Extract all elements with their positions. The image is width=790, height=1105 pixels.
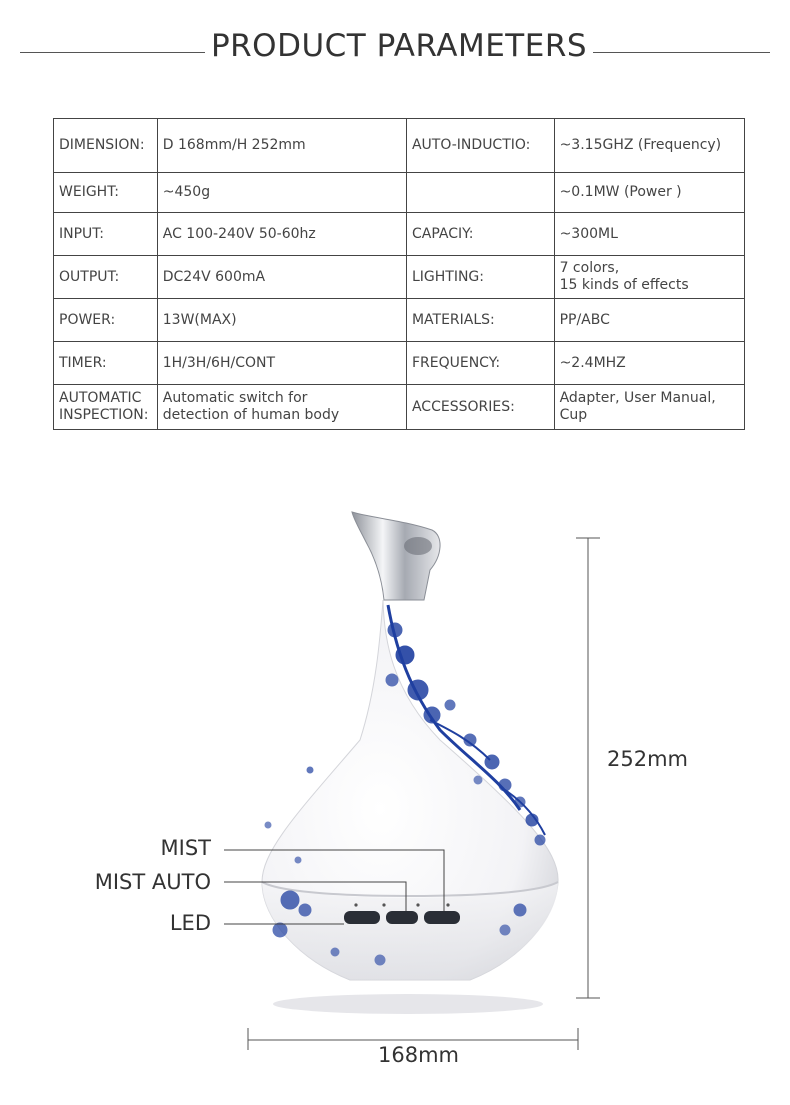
param-label: OUTPUT: [54, 256, 158, 299]
param-label: AUTO-INDUCTIO: [406, 119, 554, 173]
led-label: LED [169, 911, 211, 935]
param-label: FREQUENCY: [406, 342, 554, 385]
param-label: AUTOMATIC INSPECTION: [54, 385, 158, 430]
diffuser-illustration [0, 490, 790, 1105]
param-label [406, 173, 554, 213]
mist-auto-button [386, 911, 418, 924]
param-value: Automatic switch for detection of human body [157, 385, 406, 430]
param-label: TIMER: [54, 342, 158, 385]
param-value: PP/ABC [554, 299, 744, 342]
table-row [54, 342, 745, 385]
param-label: ACCESSORIES: [406, 385, 554, 430]
mist-button [424, 911, 460, 924]
mist-auto-label: MIST AUTO [94, 870, 211, 894]
page-title: PRODUCT PARAMETERS [210, 28, 588, 64]
param-value: ~3.15GHZ (Frequency) [554, 119, 744, 173]
product-figure [0, 490, 790, 1105]
param-value: 1H/3H/6H/CONT [157, 342, 406, 385]
param-value: 13W(MAX) [157, 299, 406, 342]
table-row [54, 385, 745, 430]
param-label: INPUT: [54, 213, 158, 256]
param-value: Adapter, User Manual, Cup [554, 385, 744, 430]
chrome-spout [352, 512, 440, 600]
param-value: 7 colors, 15 kinds of effects [554, 256, 744, 299]
param-value: DC24V 600mA [157, 256, 406, 299]
param-value: ~2.4MHZ [554, 342, 744, 385]
title-bar [20, 28, 770, 78]
led-button [344, 911, 380, 924]
param-label: WEIGHT: [54, 173, 158, 213]
floor-shadow [273, 994, 543, 1014]
table-row [54, 173, 745, 213]
table-row [54, 213, 745, 256]
table-row [54, 119, 745, 173]
parameters-table [53, 118, 745, 430]
param-value: D 168mm/H 252mm [157, 119, 406, 173]
param-value: ~0.1MW (Power ) [554, 173, 744, 213]
spout-opening [404, 537, 432, 555]
param-label: POWER: [54, 299, 158, 342]
param-value: ~450g [157, 173, 406, 213]
height-dimension-label: 252mm [607, 747, 688, 771]
mist-label: MIST [160, 836, 211, 860]
param-value: AC 100-240V 50-60hz [157, 213, 406, 256]
title-rule-left [20, 52, 205, 53]
width-dimension-label: 168mm [378, 1043, 459, 1067]
param-label: DIMENSION: [54, 119, 158, 173]
title-rule-right [593, 52, 770, 53]
table-row [54, 299, 745, 342]
table-row [54, 256, 745, 299]
param-label: MATERIALS: [406, 299, 554, 342]
param-label: LIGHTING: [406, 256, 554, 299]
param-label: CAPACIY: [406, 213, 554, 256]
param-value: ~300ML [554, 213, 744, 256]
